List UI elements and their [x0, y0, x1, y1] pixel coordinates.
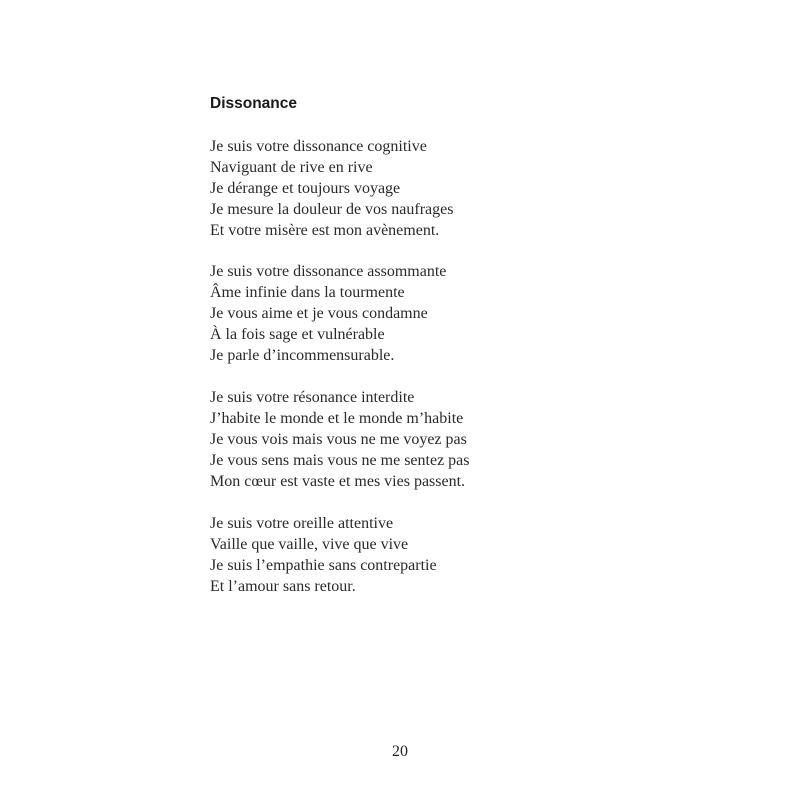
poem-line: Vaille que vaille, vive que vive	[210, 535, 409, 553]
poem-line: Je dérange et toujours voyage	[210, 179, 401, 197]
stanza-4	[210, 514, 437, 598]
poem-line: Je suis votre dissonance assommante	[210, 263, 447, 280]
poem-line: Et l’amour sans retour.	[210, 577, 356, 595]
stanza-3	[210, 388, 470, 493]
stanza-2	[210, 262, 446, 367]
poem-line: Je vous vois mais vous ne me voyez pas	[210, 430, 467, 448]
poem-line: À la fois sage et vulnérable	[210, 325, 385, 343]
poem-line: Je vous sens mais vous ne me sentez pas	[210, 451, 470, 469]
poem-line: Mon cœur est vaste et mes vies passent.	[210, 472, 466, 490]
poem-line: Âme infinie dans la tourmente	[210, 283, 405, 301]
poem-line: Je suis votre oreille attentive	[210, 515, 394, 532]
poem-line: Je mesure la douleur de vos naufrages	[210, 200, 454, 218]
poem-line: Je suis l’empathie sans contrepartie	[210, 556, 437, 574]
poem-title: Dissonance	[210, 95, 298, 112]
poem-line: J’habite le monde et le monde m’habite	[210, 409, 464, 427]
poem-line: Je vous aime et je vous condamne	[210, 304, 428, 322]
poem-line: Et votre misère est mon avènement.	[210, 221, 440, 239]
page-number: 20	[392, 743, 408, 760]
poem-line: Je suis votre dissonance cognitive	[210, 138, 427, 155]
poem-line: Naviguant de rive en rive	[210, 158, 373, 176]
stanza-1	[210, 137, 453, 242]
poem-line: Je suis votre résonance interdite	[210, 389, 415, 406]
poem-line: Je parle d’incommensurable.	[210, 346, 395, 364]
